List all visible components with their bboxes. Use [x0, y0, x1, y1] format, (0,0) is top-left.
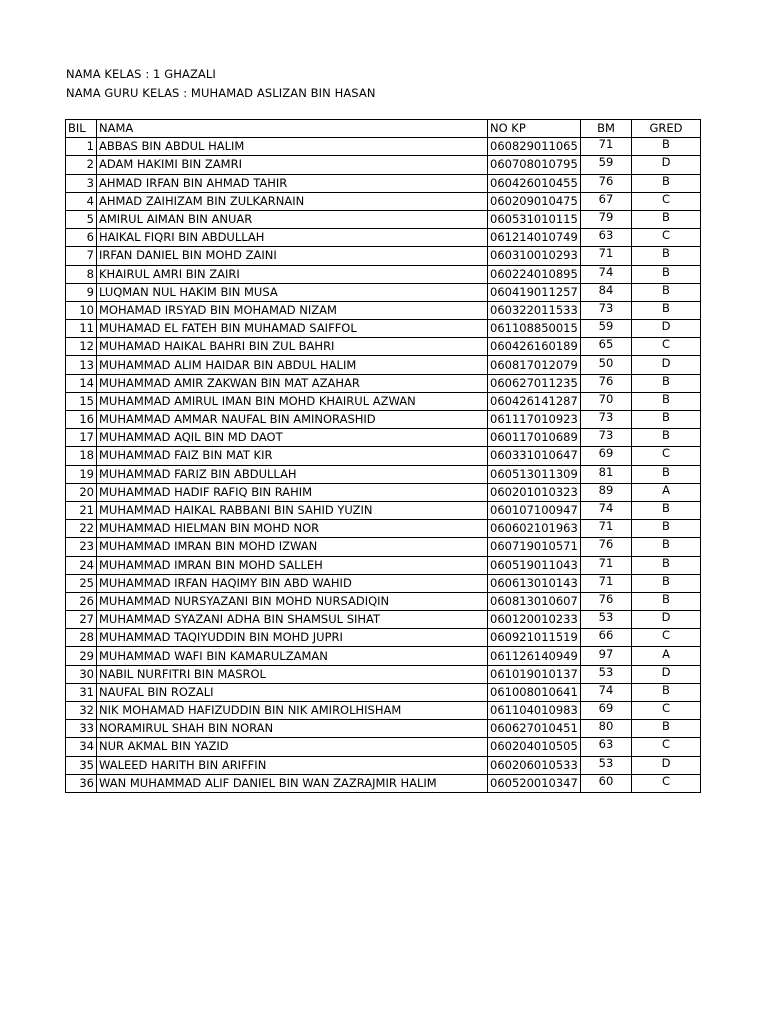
student-name-cell: NIK MOHAMAD HAFIZUDDIN BIN NIK AMIROLHISHAM [97, 702, 488, 720]
grade-cell-text: B [662, 519, 670, 534]
grade-cell [632, 647, 701, 665]
ic-number-cell: 060602101963 [488, 520, 581, 538]
ic-number-cell: 060107100947 [488, 501, 581, 519]
table-row [66, 374, 701, 392]
row-number-cell: 20 [66, 483, 97, 501]
row-number-cell: 35 [66, 756, 97, 774]
bm-score-cell [581, 356, 632, 374]
bm-score-cell [581, 611, 632, 629]
ic-number-cell: 060209010475 [488, 192, 581, 210]
bm-score-cell [581, 229, 632, 247]
column-header-gred: GRED [632, 120, 701, 138]
grade-cell [632, 210, 701, 228]
table-row [66, 574, 701, 592]
grade-cell [632, 629, 701, 647]
bm-score-cell [581, 592, 632, 610]
grade-cell-text: C [661, 446, 671, 461]
row-number-cell: 22 [66, 520, 97, 538]
ic-number-cell: 061104010983 [488, 702, 581, 720]
student-name-cell: MUHAMMAD IMRAN BIN MOHD IZWAN [97, 538, 488, 556]
student-name-cell: NABIL NURFITRI BIN MASROL [97, 665, 488, 683]
table-row [66, 483, 701, 501]
bm-score-cell-text: 97 [598, 646, 614, 661]
student-name-cell: MUHAMMAD FARIZ BIN ABDULLAH [97, 465, 488, 483]
row-number-cell: 14 [66, 374, 97, 392]
bm-score-cell [581, 538, 632, 556]
bm-score-cell [581, 392, 632, 410]
grade-cell-text: B [662, 137, 670, 152]
grade-cell [632, 229, 701, 247]
bm-score-cell [581, 374, 632, 392]
grade-cell [632, 520, 701, 538]
ic-number-cell: 061008010641 [488, 683, 581, 701]
table-row [66, 629, 701, 647]
column-header-nokp: NO KP [488, 120, 581, 138]
bm-score-cell-text: 63 [598, 737, 614, 752]
bm-score-cell-text: 67 [598, 192, 614, 206]
bm-score-cell-text: 73 [598, 301, 614, 315]
grade-cell [632, 411, 701, 429]
student-name-cell: MUHAMAD HAIKAL BAHRI BIN ZUL BAHRI [97, 338, 488, 356]
grade-cell [632, 320, 701, 338]
table-row [66, 683, 701, 701]
grade-cell-text: D [661, 155, 671, 170]
table-row [66, 774, 701, 792]
bm-score-cell-text: 80 [598, 719, 614, 734]
table-row [66, 429, 701, 447]
student-name-cell: ADAM HAKIMI BIN ZAMRI [97, 156, 488, 174]
ic-number-cell: 060426141287 [488, 392, 581, 410]
table-row [66, 265, 701, 283]
student-name-cell: MUHAMMAD HADIF RAFIQ BIN RAHIM [97, 483, 488, 501]
table-row [66, 174, 701, 192]
table-row [66, 447, 701, 465]
grade-cell-text: B [662, 301, 670, 315]
grade-cell [632, 374, 701, 392]
ic-number-cell: 060426160189 [488, 338, 581, 356]
row-number-cell: 7 [66, 247, 97, 265]
bm-score-cell-text: 89 [598, 483, 614, 497]
grade-cell-text: C [661, 192, 671, 206]
student-name-cell: NORAMIRUL SHAH BIN NORAN [97, 720, 488, 738]
bm-score-cell [581, 683, 632, 701]
bm-score-cell-text: 76 [598, 592, 614, 606]
student-name-cell: IRFAN DANIEL BIN MOHD ZAINI [97, 247, 488, 265]
grade-cell [632, 429, 701, 447]
grade-cell [632, 192, 701, 210]
bm-score-cell-text: 76 [598, 174, 614, 188]
grade-cell-text: D [661, 355, 671, 370]
grade-cell-text: B [662, 265, 670, 279]
student-name-cell: MUHAMMAD AMIR ZAKWAN BIN MAT AZAHAR [97, 374, 488, 392]
grade-cell [632, 447, 701, 465]
table-row [66, 720, 701, 738]
grade-cell [632, 301, 701, 319]
bm-score-cell-text: 79 [598, 210, 614, 225]
row-number-cell: 15 [66, 392, 97, 410]
row-number-cell: 25 [66, 574, 97, 592]
grade-cell-text: B [662, 410, 670, 425]
row-number-cell: 31 [66, 683, 97, 701]
grade-cell-text: B [662, 574, 670, 588]
bm-score-cell-text: 66 [598, 628, 614, 643]
row-number-cell: 36 [66, 774, 97, 792]
student-name-cell: MUHAMMAD HAIKAL RABBANI BIN SAHID YUZIN [97, 501, 488, 519]
ic-number-cell: 060719010571 [488, 538, 581, 556]
bm-score-cell-text: 71 [598, 246, 614, 261]
table-row [66, 538, 701, 556]
table-row [66, 647, 701, 665]
row-number-cell: 9 [66, 283, 97, 301]
bm-score-cell [581, 756, 632, 774]
ic-number-cell: 061019010137 [488, 665, 581, 683]
student-name-cell: NUR AKMAL BIN YAZID [97, 738, 488, 756]
ic-number-cell: 060531010115 [488, 210, 581, 228]
student-name-cell: MUHAMMAD IMRAN BIN MOHD SALLEH [97, 556, 488, 574]
grade-cell-text: B [662, 465, 670, 479]
bm-score-cell [581, 411, 632, 429]
grade-cell-text: C [661, 737, 671, 752]
row-number-cell: 18 [66, 447, 97, 465]
row-number-cell: 10 [66, 301, 97, 319]
grade-cell [632, 683, 701, 701]
ic-number-cell: 060627010451 [488, 720, 581, 738]
grade-cell-text: C [661, 228, 671, 243]
grade-cell [632, 556, 701, 574]
grade-cell-text: A [662, 483, 670, 497]
ic-number-cell: 061126140949 [488, 647, 581, 665]
grade-cell-text: A [662, 646, 670, 661]
bm-score-cell [581, 702, 632, 720]
student-name-cell: MUHAMMAD IRFAN HAQIMY BIN ABD WAHID [97, 574, 488, 592]
row-number-cell: 28 [66, 629, 97, 647]
student-name-cell: MUHAMMAD WAFI BIN KAMARULZAMAN [97, 647, 488, 665]
table-row [66, 665, 701, 683]
ic-number-cell: 060310010293 [488, 247, 581, 265]
row-number-cell: 23 [66, 538, 97, 556]
student-name-cell: MUHAMMAD ALIM HAIDAR BIN ABDUL HALIM [97, 356, 488, 374]
student-name-cell: MUHAMAD EL FATEH BIN MUHAMAD SAIFFOL [97, 320, 488, 338]
bm-score-cell-text: 59 [598, 319, 614, 334]
column-header-nama: NAMA [97, 120, 488, 138]
row-number-cell: 11 [66, 320, 97, 338]
grade-cell [632, 483, 701, 501]
table-row [66, 356, 701, 374]
bm-score-cell-text: 59 [598, 155, 614, 170]
ic-number-cell: 061117010923 [488, 411, 581, 429]
student-name-cell: MUHAMMAD SYAZANI ADHA BIN SHAMSUL SIHAT [97, 611, 488, 629]
student-name-cell: MUHAMMAD FAIZ BIN MAT KIR [97, 447, 488, 465]
grade-cell [632, 665, 701, 683]
grade-cell-text: B [662, 374, 670, 388]
row-number-cell: 30 [66, 665, 97, 683]
grade-cell-text: B [662, 592, 670, 606]
grade-cell [632, 738, 701, 756]
bm-score-cell-text: 60 [598, 774, 614, 788]
bm-score-cell [581, 465, 632, 483]
table-row [66, 465, 701, 483]
ic-number-cell: 060419011257 [488, 283, 581, 301]
grade-cell [632, 283, 701, 301]
bm-score-cell-text: 50 [598, 355, 614, 370]
bm-score-cell-text: 76 [598, 374, 614, 388]
student-name-cell: KHAIRUL AMRI BIN ZAIRI [97, 265, 488, 283]
ic-number-cell: 060513011309 [488, 465, 581, 483]
bm-score-cell-text: 74 [598, 501, 614, 516]
table-row [66, 392, 701, 410]
bm-score-cell-text: 81 [598, 465, 614, 479]
grade-cell-text: B [662, 719, 670, 734]
row-number-cell: 3 [66, 174, 97, 192]
grade-cell-text: B [662, 174, 670, 188]
bm-score-cell-text: 69 [598, 446, 614, 461]
table-header-row [66, 120, 701, 138]
table-row [66, 520, 701, 538]
ic-number-cell: 060204010505 [488, 738, 581, 756]
grade-cell-text: B [662, 501, 670, 516]
bm-score-cell [581, 174, 632, 192]
grade-cell-text: D [661, 319, 671, 334]
student-roster-table [65, 119, 701, 793]
table-row [66, 738, 701, 756]
student-name-cell: LUQMAN NUL HAKIM BIN MUSA [97, 283, 488, 301]
table-row [66, 411, 701, 429]
row-number-cell: 34 [66, 738, 97, 756]
bm-score-cell [581, 338, 632, 356]
table-row [66, 156, 701, 174]
bm-score-cell [581, 156, 632, 174]
bm-score-cell-text: 63 [598, 228, 614, 243]
bm-score-cell-text: 69 [598, 701, 614, 716]
bm-score-cell [581, 738, 632, 756]
table-row [66, 501, 701, 519]
table-row [66, 592, 701, 610]
ic-number-cell: 060206010533 [488, 756, 581, 774]
student-name-cell: MUHAMMAD AQIL BIN MD DAOT [97, 429, 488, 447]
bm-score-cell-text: 73 [598, 428, 614, 443]
grade-cell [632, 592, 701, 610]
ic-number-cell: 061214010749 [488, 229, 581, 247]
grade-cell [632, 247, 701, 265]
table-row [66, 301, 701, 319]
row-number-cell: 19 [66, 465, 97, 483]
bm-score-cell [581, 665, 632, 683]
student-name-cell: MUHAMMAD TAQIYUDDIN BIN MOHD JUPRI [97, 629, 488, 647]
row-number-cell: 33 [66, 720, 97, 738]
bm-score-cell-text: 84 [598, 283, 614, 297]
row-number-cell: 24 [66, 556, 97, 574]
bm-score-cell [581, 192, 632, 210]
grade-cell-text: B [662, 683, 670, 697]
bm-score-cell [581, 520, 632, 538]
grade-cell [632, 756, 701, 774]
student-name-cell: MUHAMMAD NURSYAZANI BIN MOHD NURSADIQIN [97, 592, 488, 610]
class-name-line: NAMA KELAS : 1 GHAZALI [66, 67, 216, 81]
table-row [66, 138, 701, 156]
row-number-cell: 1 [66, 138, 97, 156]
bm-score-cell [581, 556, 632, 574]
column-header-bm: BM [581, 120, 632, 138]
bm-score-cell-text: 73 [598, 410, 614, 425]
ic-number-cell: 060627011235 [488, 374, 581, 392]
grade-cell [632, 265, 701, 283]
ic-number-cell: 060426010455 [488, 174, 581, 192]
bm-score-cell-text: 53 [598, 665, 614, 679]
row-number-cell: 12 [66, 338, 97, 356]
student-name-cell: MUHAMMAD HIELMAN BIN MOHD NOR [97, 520, 488, 538]
bm-score-cell-text: 71 [598, 574, 614, 588]
bm-score-cell [581, 629, 632, 647]
row-number-cell: 6 [66, 229, 97, 247]
bm-score-cell-text: 71 [598, 137, 614, 152]
bm-score-cell [581, 720, 632, 738]
grade-cell-text: D [661, 665, 671, 679]
bm-score-cell-text: 65 [598, 337, 614, 352]
row-number-cell: 13 [66, 356, 97, 374]
student-name-cell: MUHAMMAD AMIRUL IMAN BIN MOHD KHAIRUL AZWAN [97, 392, 488, 410]
bm-score-cell [581, 320, 632, 338]
bm-score-cell [581, 429, 632, 447]
grade-cell [632, 702, 701, 720]
table-row [66, 611, 701, 629]
student-name-cell: AHMAD IRFAN BIN AHMAD TAHIR [97, 174, 488, 192]
table-row [66, 320, 701, 338]
table-row [66, 192, 701, 210]
row-number-cell: 16 [66, 411, 97, 429]
table-row [66, 210, 701, 228]
grade-cell-text: C [661, 774, 671, 788]
table-row [66, 702, 701, 720]
ic-number-cell: 060519011043 [488, 556, 581, 574]
grade-cell-text: B [662, 392, 670, 406]
grade-cell-text: C [661, 628, 671, 643]
student-name-cell: AHMAD ZAIHIZAM BIN ZULKARNAIN [97, 192, 488, 210]
bm-score-cell-text: 74 [598, 265, 614, 279]
grade-cell [632, 774, 701, 792]
row-number-cell: 29 [66, 647, 97, 665]
bm-score-cell [581, 774, 632, 792]
table-row [66, 247, 701, 265]
row-number-cell: 21 [66, 501, 97, 519]
ic-number-cell: 060708010795 [488, 156, 581, 174]
table-body [66, 138, 701, 793]
student-name-cell: ABBAS BIN ABDUL HALIM [97, 138, 488, 156]
grade-cell [632, 611, 701, 629]
bm-score-cell [581, 501, 632, 519]
student-name-cell: WAN MUHAMMAD ALIF DANIEL BIN WAN ZAZRAJMIR HALIM [97, 774, 488, 792]
bm-score-cell-text: 70 [598, 392, 614, 406]
bm-score-cell [581, 265, 632, 283]
bm-score-cell-text: 53 [598, 610, 614, 625]
table-row [66, 556, 701, 574]
grade-cell-text: D [661, 756, 671, 770]
grade-cell-text: C [661, 701, 671, 716]
table-row [66, 756, 701, 774]
row-number-cell: 5 [66, 210, 97, 228]
row-number-cell: 2 [66, 156, 97, 174]
grade-cell [632, 338, 701, 356]
table-row [66, 229, 701, 247]
ic-number-cell: 060224010895 [488, 265, 581, 283]
grade-cell [632, 392, 701, 410]
ic-number-cell: 060520010347 [488, 774, 581, 792]
bm-score-cell-text: 71 [598, 519, 614, 534]
row-number-cell: 32 [66, 702, 97, 720]
grade-cell [632, 574, 701, 592]
ic-number-cell: 060813010607 [488, 592, 581, 610]
ic-number-cell: 060117010689 [488, 429, 581, 447]
grade-cell-text: C [661, 337, 671, 352]
grade-cell [632, 720, 701, 738]
row-number-cell: 8 [66, 265, 97, 283]
bm-score-cell [581, 483, 632, 501]
bm-score-cell [581, 447, 632, 465]
row-number-cell: 26 [66, 592, 97, 610]
ic-number-cell: 060120010233 [488, 611, 581, 629]
ic-number-cell: 060921011519 [488, 629, 581, 647]
bm-score-cell-text: 74 [598, 683, 614, 697]
row-number-cell: 4 [66, 192, 97, 210]
row-number-cell: 27 [66, 611, 97, 629]
grade-cell [632, 538, 701, 556]
class-teacher-line: NAMA GURU KELAS : MUHAMAD ASLIZAN BIN HASAN [66, 86, 376, 100]
bm-score-cell [581, 210, 632, 228]
bm-score-cell [581, 138, 632, 156]
grade-cell [632, 501, 701, 519]
row-number-cell: 17 [66, 429, 97, 447]
student-name-cell: HAIKAL FIQRI BIN ABDULLAH [97, 229, 488, 247]
bm-score-cell [581, 574, 632, 592]
grade-cell-text: B [662, 537, 670, 552]
student-name-cell: NAUFAL BIN ROZALI [97, 683, 488, 701]
student-name-cell: AMIRUL AIMAN BIN ANUAR [97, 210, 488, 228]
ic-number-cell: 061108850015 [488, 320, 581, 338]
ic-number-cell: 060829011065 [488, 138, 581, 156]
table-row [66, 283, 701, 301]
ic-number-cell: 060613010143 [488, 574, 581, 592]
grade-cell [632, 465, 701, 483]
ic-number-cell: 060331010647 [488, 447, 581, 465]
column-header-bil: BIL [66, 120, 97, 138]
grade-cell-text: B [662, 556, 670, 570]
bm-score-cell-text: 71 [598, 556, 614, 570]
ic-number-cell: 060322011533 [488, 301, 581, 319]
grade-cell [632, 138, 701, 156]
grade-cell-text: D [661, 610, 671, 625]
bm-score-cell-text: 53 [598, 756, 614, 770]
grade-cell-text: B [662, 246, 670, 261]
ic-number-cell: 060817012079 [488, 356, 581, 374]
ic-number-cell: 060201010323 [488, 483, 581, 501]
bm-score-cell [581, 301, 632, 319]
bm-score-cell-text: 76 [598, 537, 614, 552]
bm-score-cell [581, 247, 632, 265]
grade-cell-text: B [662, 210, 670, 225]
bm-score-cell [581, 283, 632, 301]
grade-cell [632, 156, 701, 174]
student-name-cell: MUHAMMAD AMMAR NAUFAL BIN AMINORASHID [97, 411, 488, 429]
table-row [66, 338, 701, 356]
grade-cell [632, 356, 701, 374]
student-name-cell: MOHAMAD IRSYAD BIN MOHAMAD NIZAM [97, 301, 488, 319]
grade-cell [632, 174, 701, 192]
student-name-cell: WALEED HARITH BIN ARIFFIN [97, 756, 488, 774]
bm-score-cell [581, 647, 632, 665]
grade-cell-text: B [662, 428, 670, 443]
grade-cell-text: B [662, 283, 670, 297]
